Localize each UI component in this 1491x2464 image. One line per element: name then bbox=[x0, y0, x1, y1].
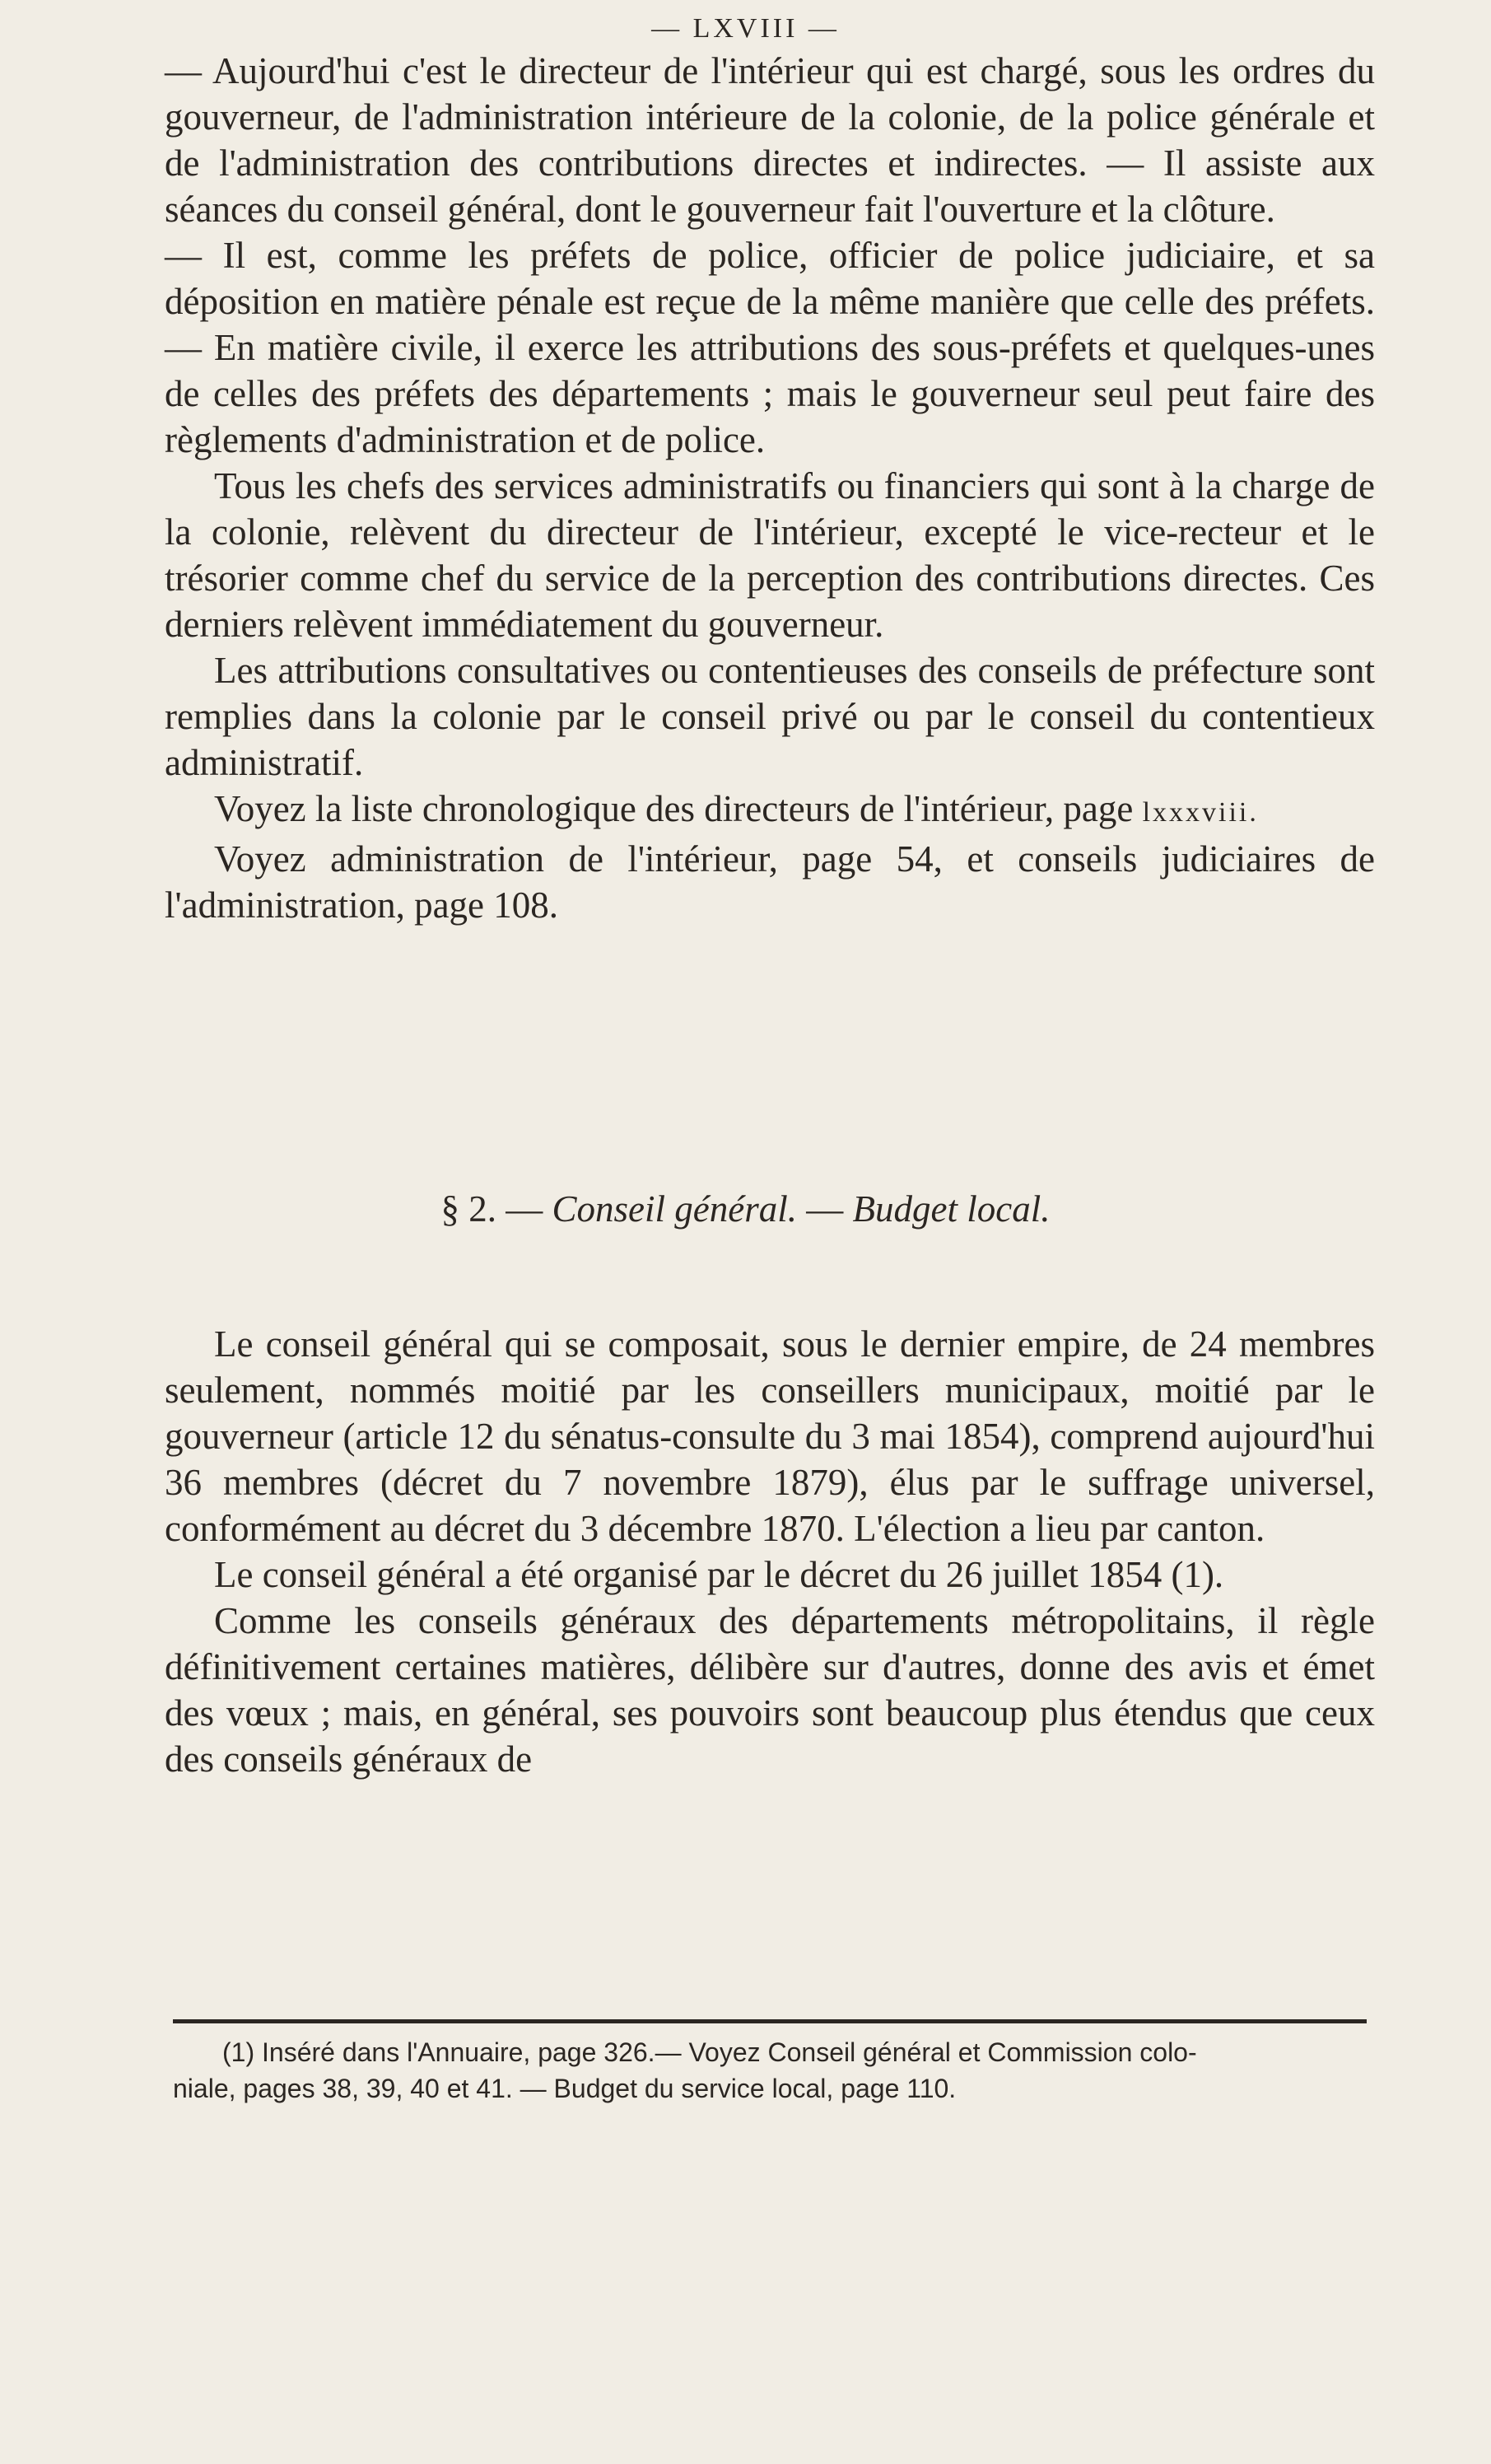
text-block-intro bbox=[165, 48, 1375, 928]
section-heading bbox=[0, 1186, 1491, 1232]
paragraph-voyez-liste bbox=[165, 786, 1375, 836]
paragraph-attributions: Les attributions consultatives ou contentieuses des conseils de préfecture sont remplies dans la colonie par le conseil privé ou par le conseil du contentieux administratif. bbox=[165, 650, 1375, 783]
paragraph-organisation: Le conseil général a été organisé par le décret du 26 juillet 1854 (1). bbox=[214, 1554, 1224, 1595]
footnote bbox=[173, 2034, 1367, 2107]
section-title-budget: Budget local. bbox=[852, 1188, 1051, 1230]
page-reference-roman: lxxxviii. bbox=[1142, 797, 1259, 828]
paragraph-comparaison: Comme les conseils généraux des départements métropolitains, il règle définitivement certaines matières, délibère sur d'autres, donne des avis et émet des vœux ; mais, en général, ses pouvoirs sont beaucoup plus étendus que ceux des conseils généraux de bbox=[165, 1600, 1375, 1780]
paragraph-police-judiciaire: — Il est, comme les préfets de police, officier de police judiciaire, et sa déposition en matière pénale est reçue de la même manière que celle des préfets. — En matière civile, il exerce les attributions des sous-préfets et quelques-unes de celles des préfets des départements ; mais le gouverneur seul peut faire des règlements d'administration et de police. bbox=[165, 235, 1375, 460]
footnote-divider bbox=[173, 2019, 1367, 2023]
paragraph-directeur-role: — Aujourd'hui c'est le directeur de l'intérieur qui est chargé, sous les ordres du gouverneur, de l'administration intérieure de la colonie, de la police générale et de l'administration des contributions directes et indirectes. — Il assiste aux séances du conseil général, dont le gouverneur fait l'ouverture et la clôture. bbox=[165, 50, 1375, 230]
section-number: § 2. — bbox=[440, 1188, 543, 1230]
voyez-liste-text: Voyez la liste chronologique des directeurs de l'intérieur, page bbox=[214, 788, 1143, 829]
text-block-conseil bbox=[165, 1321, 1375, 1782]
page-number: — LXVIII — bbox=[651, 13, 840, 44]
footnote-line-1: (1) Inséré dans l'Annuaire, page 326.— Voyez Conseil général et Commission colo- bbox=[222, 2037, 1197, 2067]
section-separator: — bbox=[797, 1188, 853, 1230]
paragraph-composition: Le conseil général qui se composait, sous le dernier empire, de 24 membres seulement, nommés moitié par les conseillers municipaux, moitié par le gouverneur (article 12 du sénatus-consulte du 3 mai 1854), comprend aujourd'hui 36 membres (décret du 7 novembre 1879), élus par le suffrage universel, conformément au décret du 3 décembre 1870. L'élection a lieu par canton. bbox=[165, 1323, 1375, 1549]
paragraph-voyez-administration: Voyez administration de l'intérieur, page 54, et conseils judiciaires de l'administration, page 108. bbox=[165, 838, 1375, 926]
paragraph-chefs-services: Tous les chefs des services administratifs ou financiers qui sont à la charge de la colonie, relèvent du directeur de l'intérieur, excepté le vice-recteur et le trésorier comme chef du service de la perception des contributions directes. Ces derniers relèvent immédiatement du gouverneur. bbox=[165, 465, 1375, 645]
section-title-conseil: Conseil général. bbox=[552, 1188, 797, 1230]
footnote-line-2: niale, pages 38, 39, 40 et 41. — Budget du service local, page 110. bbox=[173, 2074, 957, 2103]
